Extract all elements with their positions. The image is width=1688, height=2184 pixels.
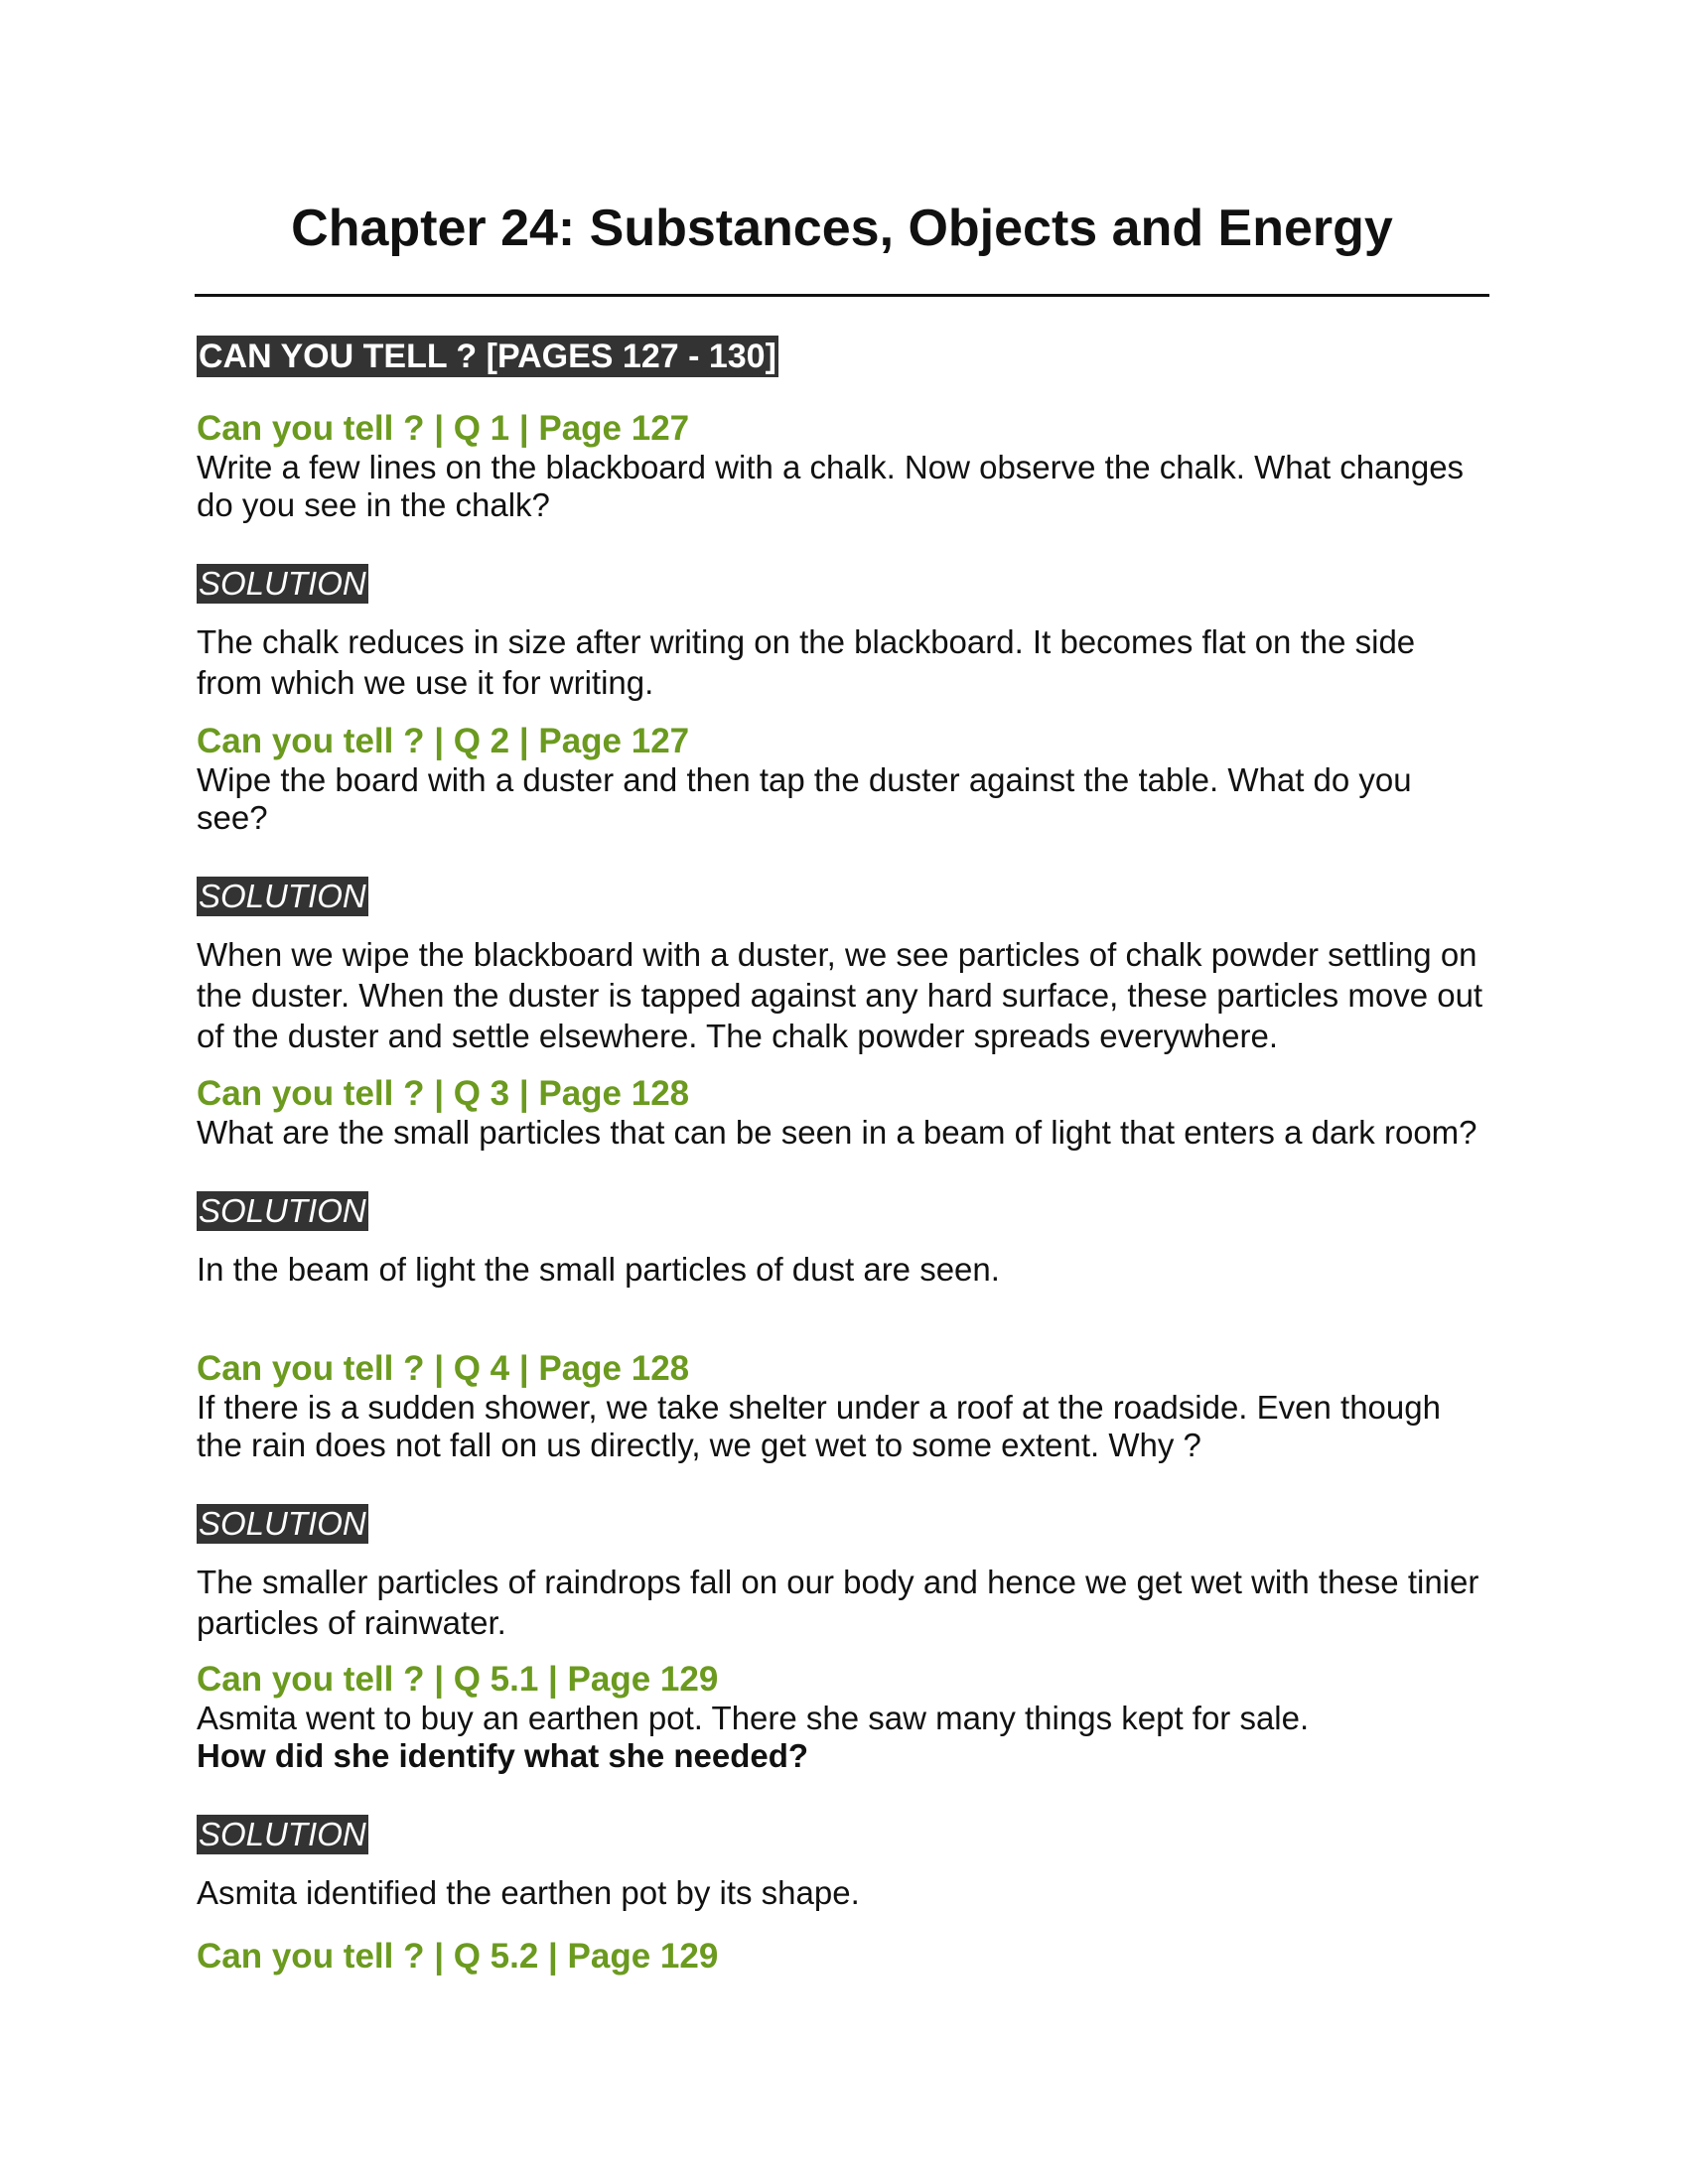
question-block-2 — [197, 722, 1487, 1056]
solution-label: SOLUTION — [199, 1816, 366, 1852]
question-block-4 — [197, 1349, 1487, 1643]
solution-label: SOLUTION — [199, 1505, 366, 1542]
question-heading: Can you tell ? | Q 2 | Page 127 — [197, 722, 690, 760]
solution-label: SOLUTION — [199, 878, 366, 914]
question-text-bold: How did she identify what she needed? — [197, 1737, 809, 1774]
solution-label: SOLUTION — [199, 1192, 366, 1229]
question-text: If there is a sudden shower, we take shelter under a roof at the roadside. Even though the rain does not fall on us directly, we get wet to some extent. Why ? — [197, 1389, 1441, 1463]
answer-text: When we wipe the blackboard with a duster, we see particles of chalk powder settling on the duster. When the duster is tapped against any hard surface, these particles move out of the duster and settle elsewhere. The chalk powder spreads everywhere. — [197, 936, 1483, 1054]
question-heading: Can you tell ? | Q 3 | Page 128 — [197, 1074, 690, 1113]
question-block-3 — [197, 1074, 1487, 1290]
question-heading: Can you tell ? | Q 5.2 | Page 129 — [197, 1937, 719, 1976]
question-text: Wipe the board with a duster and then tap the duster against the table. What do you see? — [197, 761, 1412, 836]
answer-text: The chalk reduces in size after writing on the blackboard. It becomes flat on the side from which we use it for writing. — [197, 623, 1416, 701]
question-block-5-2 — [197, 1937, 1487, 1977]
question-text: What are the small particles that can be seen in a beam of light that enters a dark room? — [197, 1114, 1477, 1151]
question-text: Write a few lines on the blackboard with a chalk. Now observe the chalk. What changes do you see in the chalk? — [197, 449, 1465, 523]
question-heading: Can you tell ? | Q 5.1 | Page 129 — [197, 1660, 719, 1699]
answer-text: The smaller particles of raindrops fall on our body and hence we get wet with these tinier particles of rainwater. — [197, 1564, 1479, 1641]
question-text: Asmita went to buy an earthen pot. There she saw many things kept for sale. — [197, 1700, 1310, 1736]
section-header: CAN YOU TELL ? [PAGES 127 - 130] — [199, 338, 776, 375]
question-heading: Can you tell ? | Q 1 | Page 127 — [197, 409, 690, 448]
title-divider — [195, 294, 1489, 297]
question-heading: Can you tell ? | Q 4 | Page 128 — [197, 1349, 690, 1388]
chapter-title: Chapter 24: Substances, Objects and Energy — [291, 200, 1393, 257]
question-block-5-1 — [197, 1660, 1487, 1913]
solution-label: SOLUTION — [199, 565, 366, 602]
answer-text: In the beam of light the small particles of dust are seen. — [197, 1251, 1000, 1288]
answer-text: Asmita identified the earthen pot by its shape. — [197, 1874, 860, 1911]
question-block-1 — [197, 409, 1487, 703]
